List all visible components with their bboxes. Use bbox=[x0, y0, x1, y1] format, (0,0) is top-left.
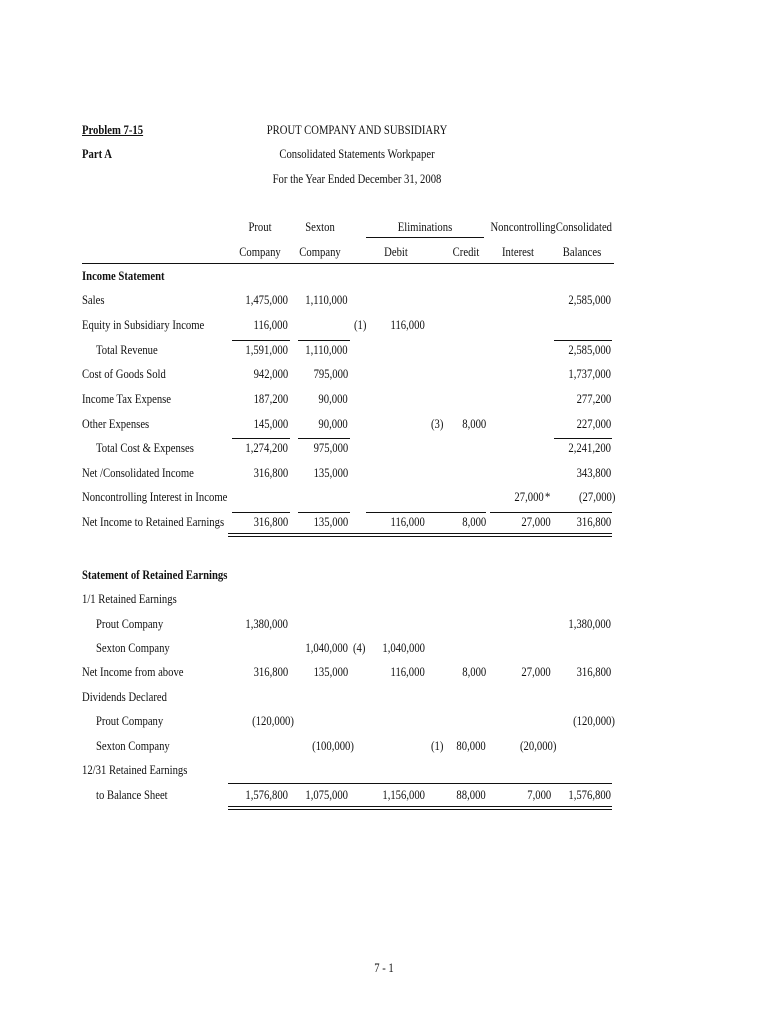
rule bbox=[490, 512, 612, 513]
sexton-re-label: Sexton Company bbox=[96, 640, 170, 655]
ni-nci: 27,000 bbox=[521, 664, 551, 679]
totrev-prout: 1,591,000 bbox=[245, 342, 288, 357]
prout-div-label: Prout Company bbox=[96, 713, 164, 728]
prout-div-prout: (120,000) bbox=[252, 713, 294, 728]
re11-label: 1/1 Retained Earnings bbox=[82, 591, 177, 606]
tax-prout: 187,200 bbox=[253, 391, 288, 406]
header-rule bbox=[82, 263, 614, 264]
tobs-label: to Balance Sheet bbox=[96, 787, 168, 802]
sexton-re-debit: 1,040,000 bbox=[382, 640, 425, 655]
nire-debit: 116,000 bbox=[390, 514, 425, 529]
ni-cons: 316,800 bbox=[576, 664, 611, 679]
tax-cons: 277,200 bbox=[576, 391, 611, 406]
retained-total-rule bbox=[228, 783, 612, 784]
rule bbox=[232, 512, 290, 513]
company-title: PROUT COMPANY AND SUBSIDIARY bbox=[266, 122, 448, 137]
tobs-nci: 7,000 bbox=[527, 787, 551, 802]
equity-debit: 116,000 bbox=[390, 317, 425, 332]
col-nci-2: Interest bbox=[502, 244, 534, 259]
rule bbox=[232, 438, 290, 439]
col-prout-2: Company bbox=[239, 244, 281, 259]
sexton-div-label: Sexton Company bbox=[96, 738, 170, 753]
cogs-cons: 1,737,000 bbox=[568, 366, 611, 381]
sexton-re-ref: (4) bbox=[353, 640, 366, 655]
totcost-label: Total Cost & Expenses bbox=[96, 440, 194, 455]
sales-sexton: 1,110,000 bbox=[305, 292, 348, 307]
col-credit: Credit bbox=[452, 244, 480, 259]
equity-label: Equity in Subsidiary Income bbox=[82, 317, 205, 332]
nire-label: Net Income to Retained Earnings bbox=[82, 514, 225, 529]
net-label: Net /Consolidated Income bbox=[82, 465, 194, 480]
col-eliminations: Eliminations bbox=[397, 219, 453, 234]
net-prout: 316,800 bbox=[253, 465, 288, 480]
income-double-rule bbox=[228, 533, 612, 537]
other-credit-ref: (3) bbox=[431, 416, 444, 431]
col-cons-1: Consolidated bbox=[555, 219, 613, 234]
equity-prout: 116,000 bbox=[253, 317, 288, 332]
nire-credit: 8,000 bbox=[462, 514, 486, 529]
ni-sexton: 135,000 bbox=[313, 664, 348, 679]
rule bbox=[366, 512, 486, 513]
nci-value: 27,000 bbox=[514, 489, 544, 504]
nci-star: * bbox=[545, 489, 551, 504]
ni-label: Net Income from above bbox=[82, 664, 184, 679]
rule bbox=[554, 438, 612, 439]
totcost-prout: 1,274,200 bbox=[245, 440, 288, 455]
part-label: Part A bbox=[82, 146, 112, 161]
sales-prout: 1,475,000 bbox=[245, 292, 288, 307]
page-number: 7 - 1 bbox=[374, 960, 394, 975]
sexton-re-sexton: 1,040,000 bbox=[305, 640, 348, 655]
ni-prout: 316,800 bbox=[253, 664, 288, 679]
totcost-cons: 2,241,200 bbox=[568, 440, 611, 455]
nci-label: Noncontrolling Interest in Income bbox=[82, 489, 228, 504]
retained-heading: Statement of Retained Earnings bbox=[82, 567, 228, 582]
nci-cons: (27,000) bbox=[578, 489, 615, 504]
rule bbox=[298, 438, 350, 439]
totcost-sexton: 975,000 bbox=[313, 440, 348, 455]
nire-sexton: 135,000 bbox=[313, 514, 348, 529]
prout-re-cons: 1,380,000 bbox=[568, 616, 611, 631]
other-credit: 8,000 bbox=[462, 416, 486, 431]
period-title: For the Year Ended December 31, 2008 bbox=[272, 171, 442, 186]
sales-cons: 2,585,000 bbox=[568, 292, 611, 307]
nire-prout: 316,800 bbox=[253, 514, 288, 529]
problem-label: Problem 7-15 bbox=[82, 122, 144, 137]
tax-label: Income Tax Expense bbox=[82, 391, 172, 406]
tobs-sexton: 1,075,000 bbox=[305, 787, 348, 802]
rule bbox=[298, 512, 350, 513]
col-sexton-2: Company bbox=[299, 244, 341, 259]
retained-double-rule bbox=[228, 806, 612, 810]
statement-title: Consolidated Statements Workpaper bbox=[279, 146, 435, 161]
tobs-debit: 1,156,000 bbox=[382, 787, 425, 802]
col-sexton-1: Sexton bbox=[305, 219, 335, 234]
re1231-label: 12/31 Retained Earnings bbox=[82, 762, 188, 777]
totrev-cons: 2,585,000 bbox=[568, 342, 611, 357]
sexton-div-nci: (20,000) bbox=[519, 738, 556, 753]
net-sexton: 135,000 bbox=[313, 465, 348, 480]
ni-credit: 8,000 bbox=[462, 664, 486, 679]
cogs-sexton: 795,000 bbox=[313, 366, 348, 381]
col-nci-1: Noncontrolling bbox=[490, 219, 556, 234]
ni-debit: 116,000 bbox=[390, 664, 425, 679]
col-prout-1: Prout bbox=[248, 219, 272, 234]
rule bbox=[298, 340, 350, 341]
prout-re-label: Prout Company bbox=[96, 616, 164, 631]
other-prout: 145,000 bbox=[253, 416, 288, 431]
prout-re-prout: 1,380,000 bbox=[245, 616, 288, 631]
col-debit: Debit bbox=[384, 244, 408, 259]
totrev-sexton: 1,110,000 bbox=[305, 342, 348, 357]
income-heading: Income Statement bbox=[82, 268, 165, 283]
prout-div-cons: (120,000) bbox=[573, 713, 615, 728]
cogs-label: Cost of Goods Sold bbox=[82, 366, 166, 381]
sexton-div-credit: 80,000 bbox=[456, 738, 486, 753]
eliminations-rule bbox=[366, 237, 484, 238]
col-cons-2: Balances bbox=[562, 244, 602, 259]
other-cons: 227,000 bbox=[576, 416, 611, 431]
sales-label: Sales bbox=[82, 292, 105, 307]
totrev-label: Total Revenue bbox=[96, 342, 158, 357]
tobs-cons: 1,576,800 bbox=[568, 787, 611, 802]
other-sexton: 90,000 bbox=[318, 416, 348, 431]
rule bbox=[554, 340, 612, 341]
cogs-prout: 942,000 bbox=[253, 366, 288, 381]
nire-nci: 27,000 bbox=[521, 514, 551, 529]
tax-sexton: 90,000 bbox=[318, 391, 348, 406]
div-label: Dividends Declared bbox=[82, 689, 167, 704]
tobs-prout: 1,576,800 bbox=[245, 787, 288, 802]
rule bbox=[232, 340, 290, 341]
sexton-div-ref: (1) bbox=[431, 738, 444, 753]
net-cons: 343,800 bbox=[576, 465, 611, 480]
tobs-credit: 88,000 bbox=[456, 787, 486, 802]
sexton-div-sexton: (100,000) bbox=[312, 738, 354, 753]
equity-debit-ref: (1) bbox=[354, 317, 367, 332]
nire-cons: 316,800 bbox=[576, 514, 611, 529]
other-label: Other Expenses bbox=[82, 416, 150, 431]
